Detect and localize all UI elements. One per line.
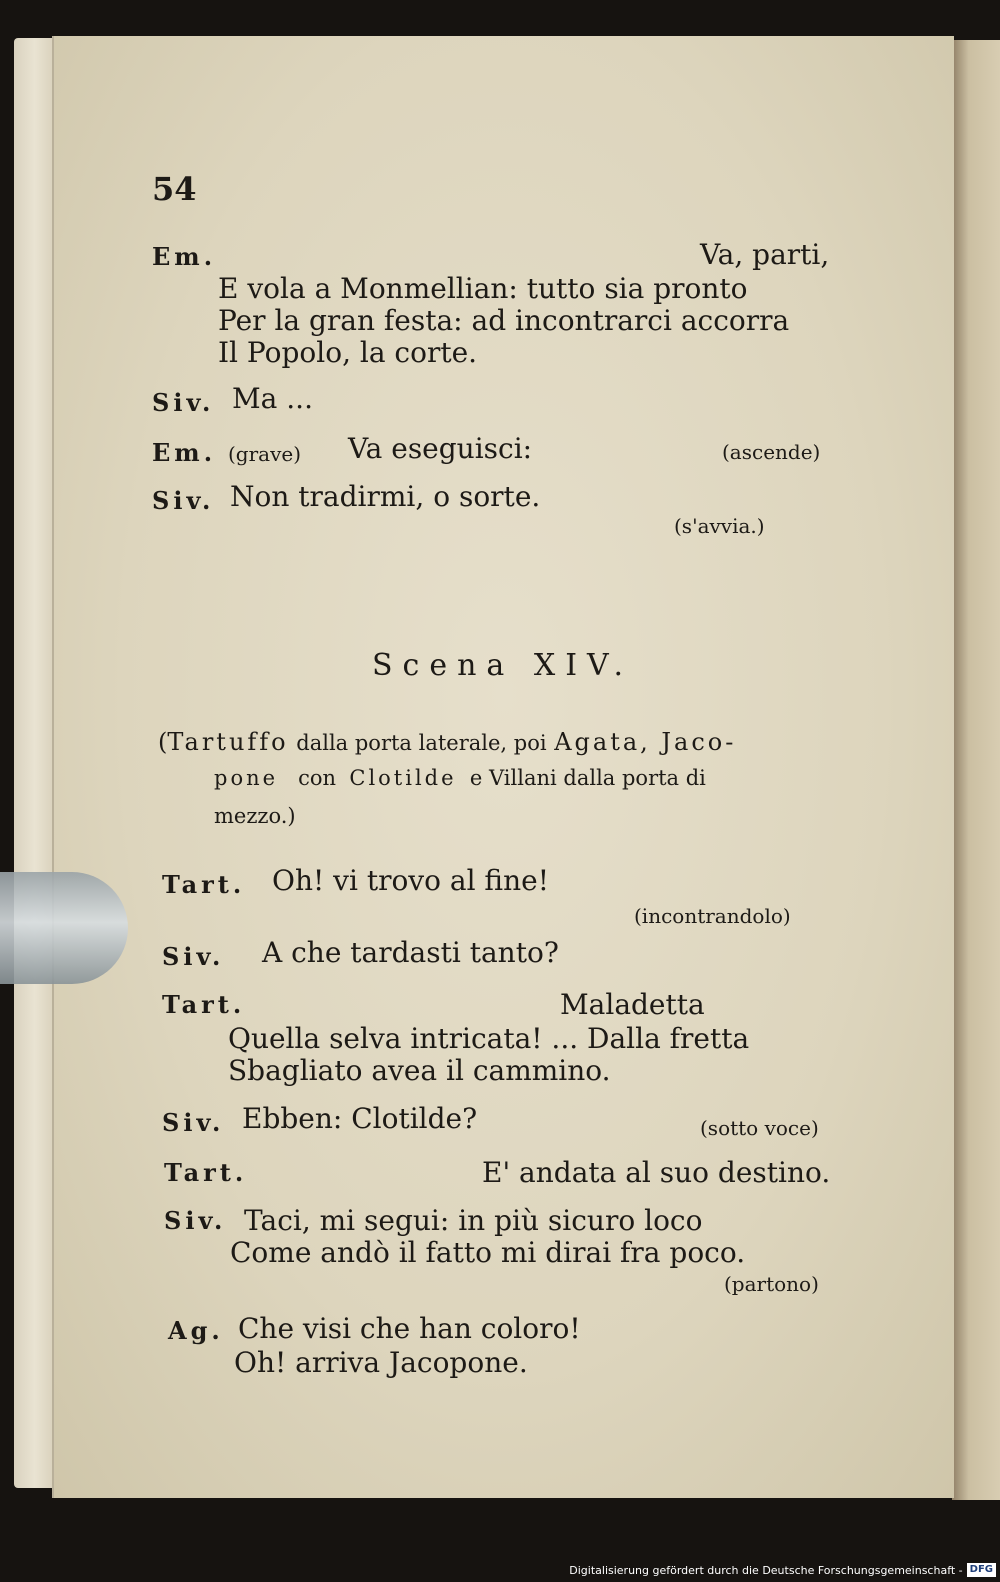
speaker-ag: Ag.	[168, 1316, 224, 1345]
stage-direction: (incontrandolo)	[634, 904, 791, 928]
stage-direction: (grave)	[228, 442, 302, 466]
stage-direction: (partono)	[724, 1272, 819, 1296]
verse-line: Ma ...	[232, 382, 313, 415]
verse-line: Sbagliato avea il cammino.	[228, 1054, 611, 1087]
verse-line: Il Popolo, la corte.	[218, 336, 478, 369]
verse-right: Va, parti,	[700, 238, 830, 271]
speaker-siv: Siv.	[162, 1108, 225, 1137]
stage-direction-block	[214, 766, 706, 790]
verse-line: Oh! vi trovo al fine!	[272, 864, 549, 897]
stage-direction: (sotto voce)	[700, 1116, 819, 1140]
verse-right: E' andata al suo destino.	[482, 1156, 831, 1189]
verse-line: A che tardasti tanto?	[262, 936, 559, 969]
verse-line: Non tradirmi, o sorte.	[230, 480, 541, 513]
speaker-siv: Siv.	[164, 1206, 227, 1235]
character-name: Agata, Jaco-	[554, 728, 737, 756]
page-number: 54	[152, 170, 197, 208]
speaker-tart: Tart.	[164, 1158, 248, 1187]
footer-credit	[569, 1562, 996, 1578]
funding-credit: Digitalisierung gefördert durch die Deutsche Forschungsgemeinschaft -	[569, 1563, 963, 1577]
book-page	[52, 36, 954, 1498]
next-page-edge	[952, 40, 1000, 1500]
verse-line: Per la gran festa: ad incontrarci accorra	[218, 304, 790, 337]
speaker-siv: Siv.	[162, 942, 225, 971]
verse-line: Come andò il fatto mi dirai fra poco.	[230, 1236, 746, 1269]
stage-direction: (ascende)	[722, 440, 821, 464]
verse-line: Quella selva intricata! ... Dalla fretta	[228, 1022, 750, 1055]
character-name: pone	[214, 766, 279, 790]
character-name: Clotilde	[349, 766, 457, 790]
verse-line: Che visi che han coloro!	[238, 1312, 581, 1345]
verse-line: Oh! arriva Jacopone.	[234, 1346, 528, 1379]
speaker-tart: Tart.	[162, 990, 246, 1019]
verse-line: Taci, mi segui: in più sicuro loco	[244, 1204, 703, 1237]
page-clip	[0, 872, 128, 984]
verse-right: Maladetta	[560, 988, 705, 1021]
stage-direction-text: e Villani dalla porta di	[469, 766, 706, 790]
speaker-siv: Siv.	[152, 486, 215, 515]
stage-direction-text: dalla porta laterale, poi	[296, 731, 547, 755]
dfg-logo: DFG	[967, 1563, 996, 1577]
character-name: Tartuffo	[167, 728, 289, 756]
stage-direction-text: con	[298, 766, 337, 790]
verse-line: Va eseguisci:	[348, 432, 533, 465]
verse-line: Ebben: Clotilde?	[242, 1102, 478, 1135]
speaker-tart: Tart.	[162, 870, 246, 899]
speaker-em: Em.	[152, 242, 217, 271]
speaker-siv: Siv.	[152, 388, 215, 417]
stage-direction-block: (Tartuffo dalla porta laterale, poi Agata, Jaco-	[158, 728, 737, 756]
stage-direction: (s'avvia.)	[674, 514, 765, 538]
stage-direction-text: mezzo.)	[214, 804, 296, 828]
verse-line: E vola a Monmellian: tutto sia pronto	[218, 272, 748, 305]
speaker-em: Em.	[152, 438, 217, 467]
scene-title: Scena XIV.	[372, 648, 634, 683]
